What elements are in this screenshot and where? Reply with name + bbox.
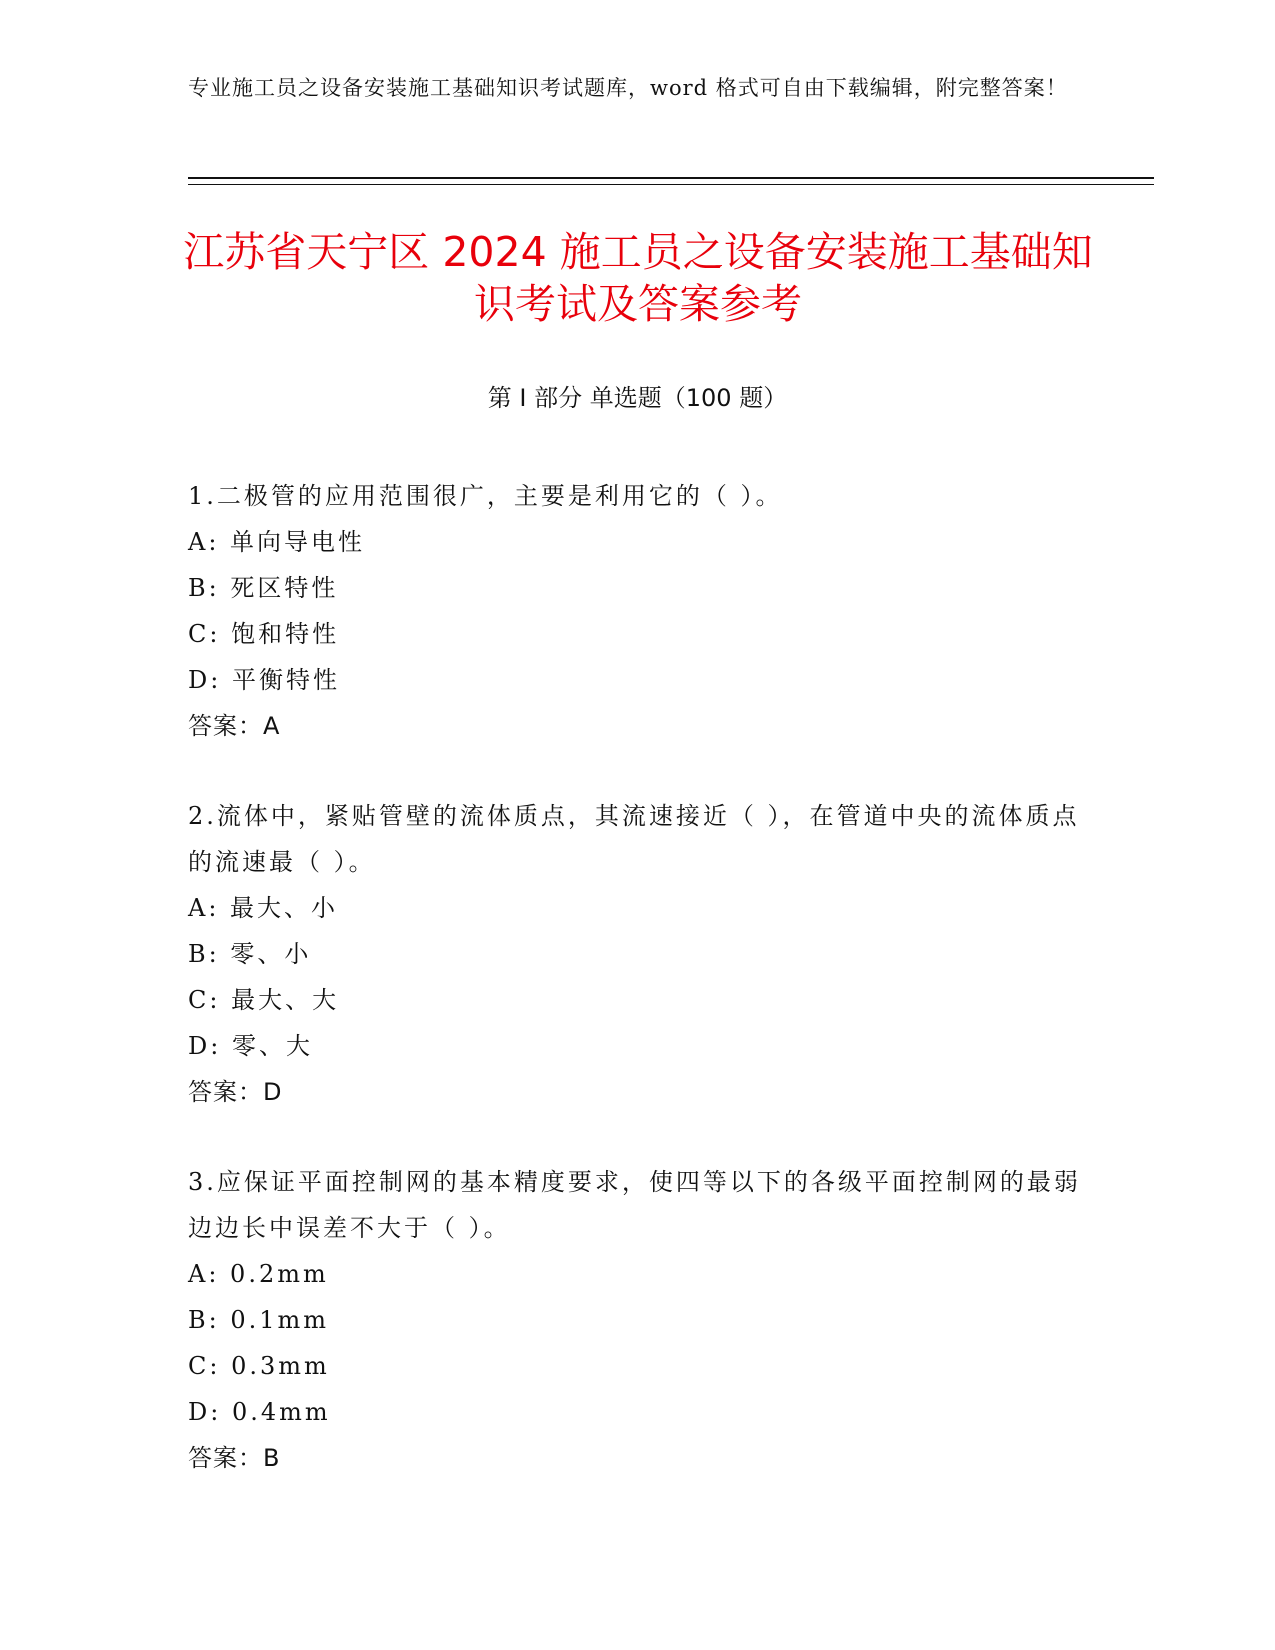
option-b: B: 死区特性 — [188, 574, 339, 602]
header-divider-thin — [188, 184, 1154, 185]
answer: 答案：B — [188, 1444, 281, 1472]
option-a: A: 最大、小 — [188, 894, 339, 922]
question-stem: 1.二极管的应用范围很广，主要是利用它的（ ）。 — [188, 482, 783, 510]
question-stem: 2.流体中，紧贴管壁的流体质点，其流速接近（ ），在管道中央的流体质点的流速最（ ）。 — [188, 802, 1080, 876]
option-b: B: 0.1mm — [188, 1306, 330, 1334]
header-divider-thick — [188, 177, 1154, 179]
option-c: C: 0.3mm — [188, 1352, 330, 1380]
question-3 — [188, 1159, 1088, 1481]
question-stem: 3.应保证平面控制网的基本精度要求，使四等以下的各级平面控制网的最弱边边长中误差不大于（ ）。 — [188, 1168, 1081, 1242]
option-d: D: 零、大 — [188, 1032, 313, 1060]
option-a: A: 0.2mm — [188, 1260, 329, 1288]
option-c: C: 最大、大 — [188, 986, 340, 1014]
option-d: D: 平衡特性 — [188, 666, 340, 694]
option-b: B: 零、小 — [188, 940, 312, 968]
option-c: C: 饱和特性 — [188, 620, 340, 648]
option-a: A: 单向导电性 — [188, 528, 366, 556]
answer: 答案：A — [188, 712, 281, 740]
document-title: 江苏省天宁区 2024 施工员之设备安装施工基础知识考试及答案参考 — [183, 228, 1093, 328]
question-2 — [188, 793, 1088, 1115]
header-note: 专业施工员之设备安装施工基础知识考试题库，word 格式可自由下载编辑，附完整答案！ — [188, 76, 1068, 100]
question-list — [188, 473, 1088, 1525]
answer: 答案：D — [188, 1078, 283, 1106]
option-d: D: 0.4mm — [188, 1398, 331, 1426]
section-title: 第 I 部分 单选题（100 题） — [487, 384, 788, 412]
question-1 — [188, 473, 1088, 749]
